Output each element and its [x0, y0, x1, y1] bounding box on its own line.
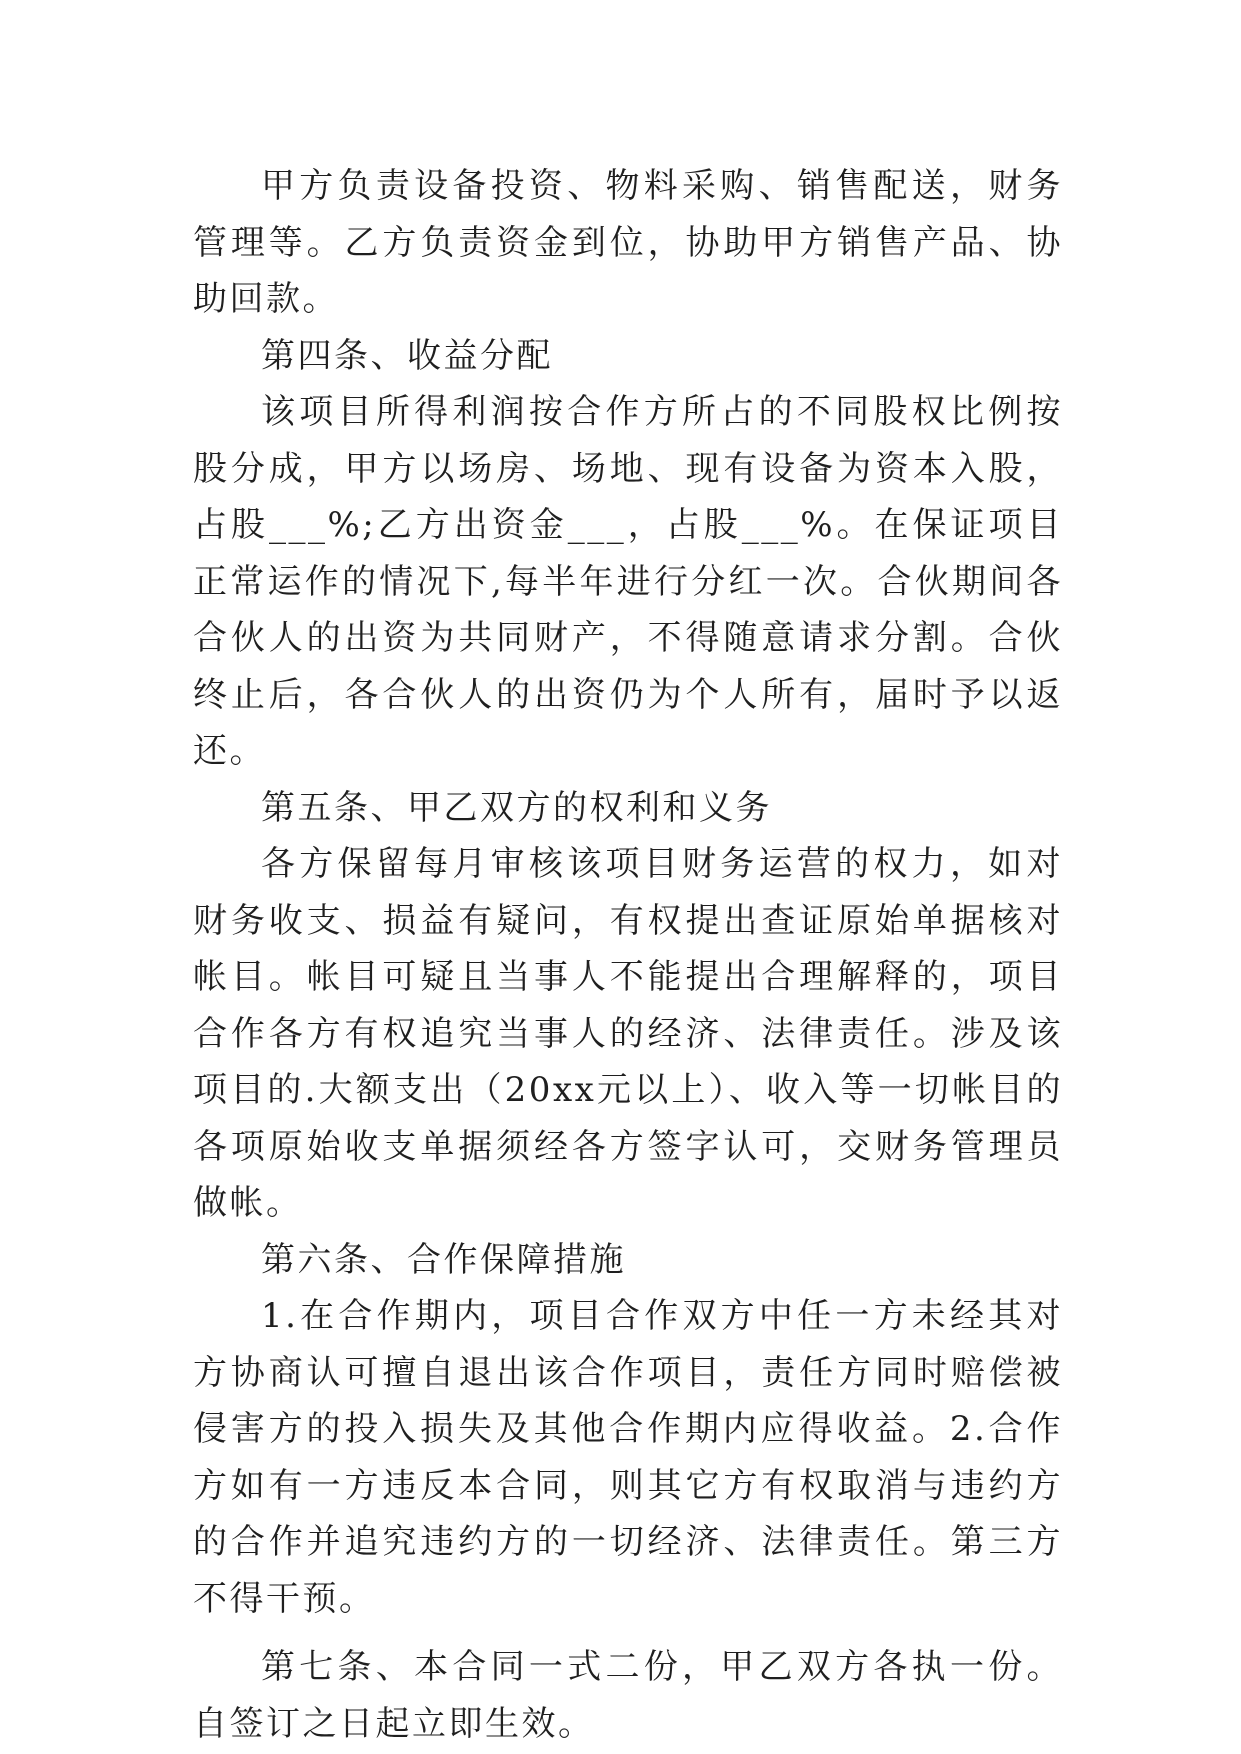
paragraph-profit-distribution: 该项目所得利润按合作方所占的不同股权比例按股分成，甲方以场房、场地、现有设备为资本入股，占股___%;乙方出资金___，占股___%。在保证项目正常运作的情况下,每半年进行分红一次。合伙期间各合伙人的出资为共同财产，不得随意请求分割。合伙终止后，各合伙人的出资仍为个人所有，届时予以返还。 [193, 392, 1063, 771]
heading-article-5: 第五条、甲乙双方的权利和义务 [261, 787, 772, 828]
paragraph-article-7: 第七条、本合同一式二份，甲乙双方各执一份。自签订之日起立即生效。 [193, 1647, 1063, 1744]
heading-article-6: 第六条、合作保障措施 [261, 1239, 626, 1280]
paragraph-spacer [193, 1627, 1063, 1639]
paragraph-rights-obligations: 各方保留每月审核该项目财务运营的权力，如对财务收支、损益有疑问，有权提出查证原始单据核对帐目。帐目可疑且当事人不能提出合理解释的，项目合作各方有权追究当事人的经济、法律责任。涉及该项目的.大额支出（20xx元以上）、收入等一切帐目的各项原始收支单据须经各方签字认可，交财务管理员做帐。 [193, 844, 1063, 1223]
paragraph-responsibilities: 甲方负责设备投资、物料采购、销售配送，财务管理等。乙方负责资金到位，协助甲方销售产品、协助回款。 [193, 166, 1063, 319]
heading-article-4: 第四条、收益分配 [261, 335, 553, 376]
paragraph-guarantee-measures: 1.在合作期内，项目合作双方中任一方未经其对方协商认可擅自退出该合作项目，责任方同时赔偿被侵害方的投入损失及其他合作期内应得收益。2.合作方如有一方违反本合同，则其它方有权取消与违约方的合作并追究违约方的一切经济、法律责任。第三方不得干预。 [193, 1296, 1063, 1619]
document-body [193, 158, 1063, 1752]
